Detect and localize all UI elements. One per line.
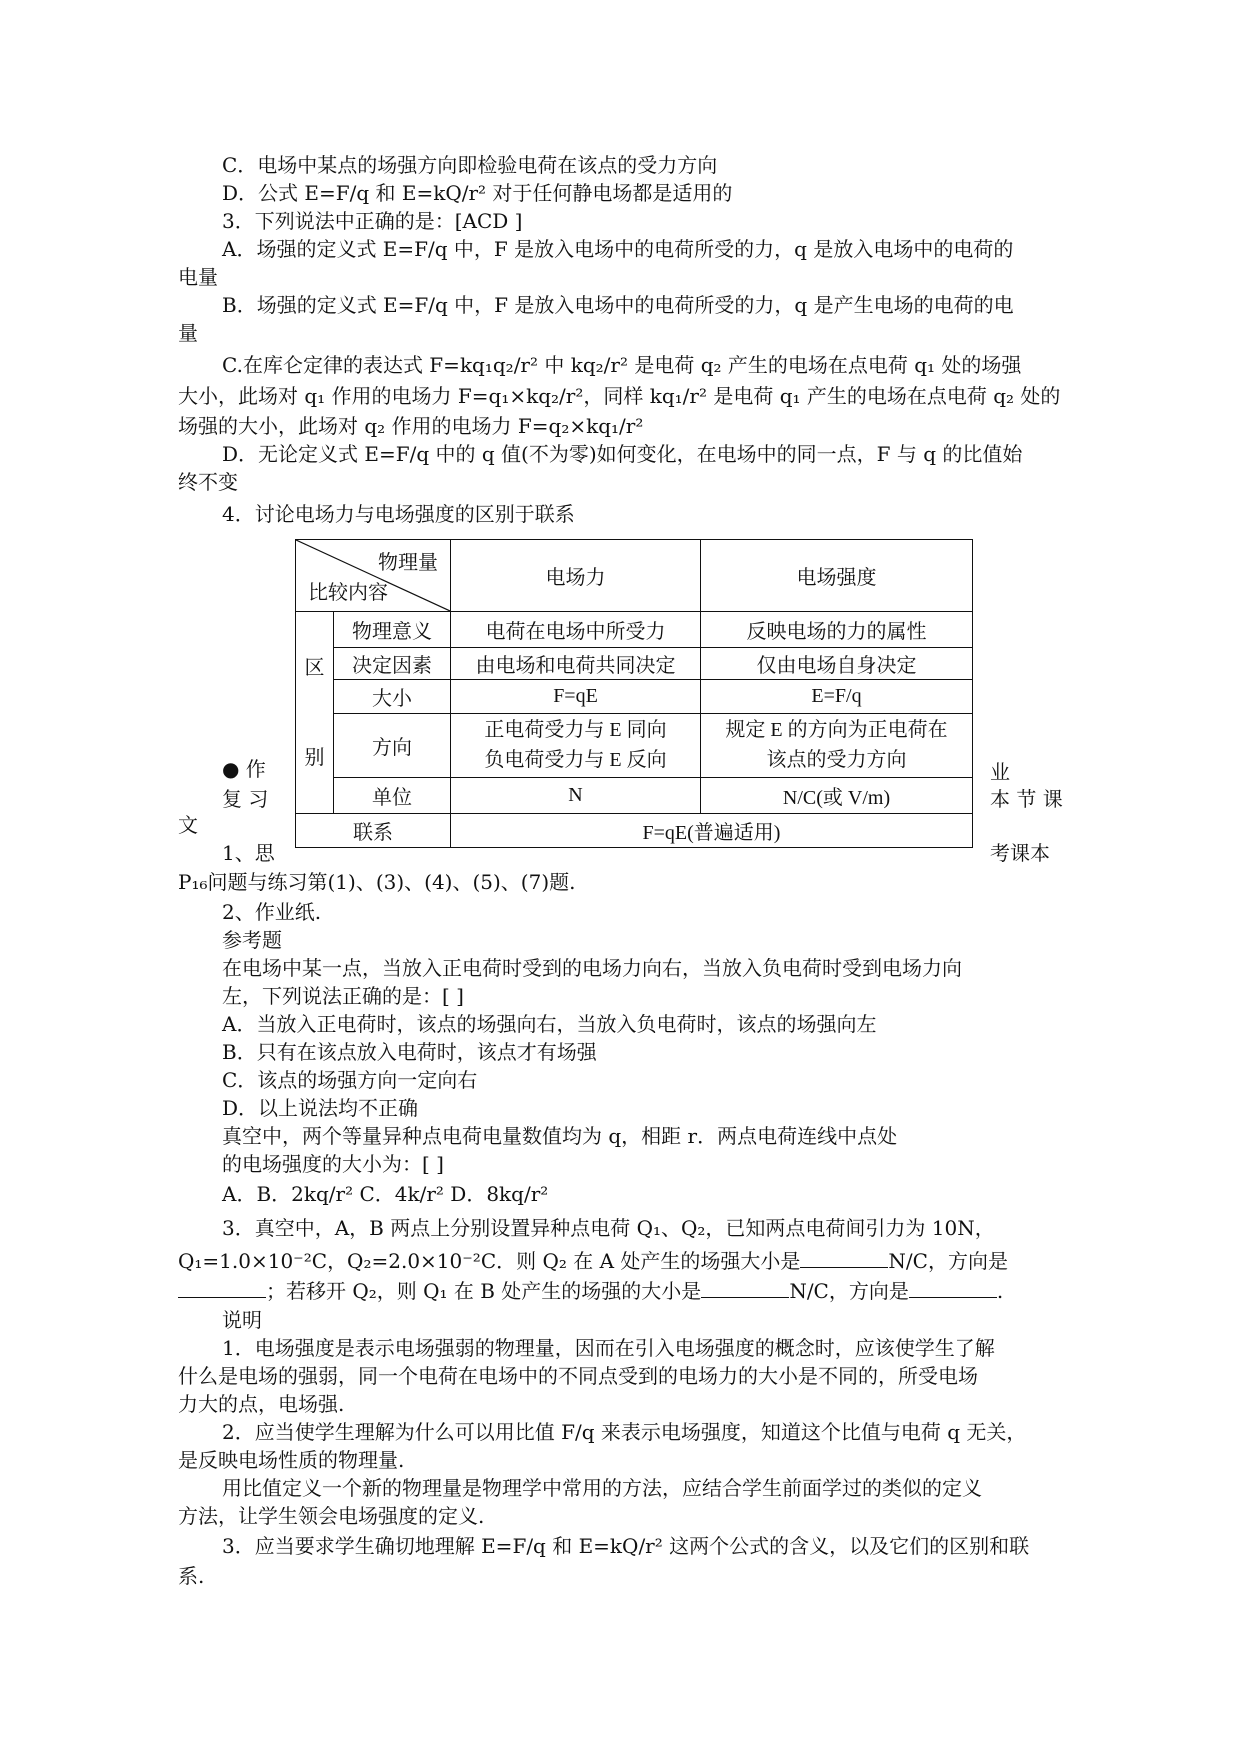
notes-1-line3: 力大的点，电场强. — [178, 1392, 345, 1416]
line-q3-option-c: C.在库仑定律的表达式 F=kq₁q₂/r² 中 kq₂/r² 是电荷 q₂ 产生的电场在点电荷 q₁ 处的场强 — [222, 353, 1022, 377]
row-label-direction: 方向 — [334, 713, 451, 778]
cell-field-direction — [701, 713, 973, 778]
cell-force-direction — [451, 713, 701, 778]
homework-line: P₁₆问题与练习第(1)、(3)、(4)、(5)、(7)题. — [178, 870, 576, 894]
line-q3-option-a: A．场强的定义式 E=F/q 中，F 是放入电场中的电荷所受的力，q 是放入电场中的电荷的 — [222, 237, 1014, 261]
field-direction-line1: 规定 E 的方向为正电荷在 — [725, 719, 948, 742]
cell-force-factors: 由电场和电荷共同决定 — [451, 647, 701, 679]
force-direction-line1: 正电荷受力与 E 同向 — [484, 719, 667, 742]
comparison-table — [295, 539, 973, 848]
line-q3-option-b: B．场强的定义式 E=F/q 中，F 是放入电场中的电荷所受的力，q 是产生电场的电荷的电 — [222, 293, 1014, 317]
line-q3-option-d: D．无论定义式 E=F/q 中的 q 值(不为零)如何变化，在电场中的同一点，F 与 q 的比值始 — [222, 442, 1023, 466]
line-option-c: C．电场中某点的场强方向即检验电荷在该点的受力方向 — [222, 153, 718, 177]
answer-blank-2[interactable] — [178, 1277, 266, 1298]
side-left-4: 1、思 — [222, 841, 275, 865]
cell-force-unit: N — [451, 778, 701, 814]
side-right-3: 考课本 — [990, 841, 1050, 865]
notes-1-line2: 什么是电场的强弱，同一个电荷在电场中的不同点受到的电场力的大小是不同的，所受电场 — [178, 1364, 978, 1388]
group-difference-cell — [296, 611, 334, 813]
ref-q3-line3-part2: N/C，方向是 — [789, 1279, 909, 1303]
notes-1-line1: 1．电场强度是表示电场强弱的物理量，因而在引入电场强度的概念时，应该使学生了解 — [222, 1336, 995, 1360]
side-left-3: 文 — [178, 813, 198, 837]
row-label-factors: 决定因素 — [334, 647, 451, 679]
cell-field-meaning: 反映电场的力的属性 — [701, 611, 973, 647]
line-question-3: 3．下列说法中正确的是：[ACD ] — [222, 209, 523, 233]
ref-q3-line2-part2: N/C，方向是 — [888, 1249, 1008, 1273]
homework-item-2: 2、作业纸. — [222, 900, 322, 924]
line-q3-option-c-cont1: 大小，此场对 q₁ 作用的电场力 F=q₁×kq₂/r²，同样 kq₁/r² 是电荷 q₁ 产生的电场在点电荷 q₂ 处的 — [178, 384, 1061, 408]
side-left-1: ● 作 — [222, 757, 266, 781]
cell-force-meaning: 电荷在电场中所受力 — [451, 611, 701, 647]
ref-q1-option-c: C．该点的场强方向一定向右 — [222, 1068, 478, 1092]
ref-q1-line1: 在电场中某一点，当放入正电荷时受到的电场力向右，当放入负电荷时受到电场力向 — [222, 956, 962, 980]
ref-q2-line2: 的电场强度的大小为：[ ] — [222, 1152, 444, 1176]
notes-4-line1: 3．应当要求学生确切地理解 E=F/q 和 E=kQ/r² 这两个公式的含义，以及它们的区别和联 — [222, 1534, 1030, 1558]
ref-q3-line2 — [178, 1247, 1008, 1275]
force-direction-line2: 负电荷受力与 E 反向 — [484, 749, 667, 772]
side-left-2: 复 习 — [222, 787, 269, 811]
ref-q1-line2: 左，下列说法正确的是：[ ] — [222, 984, 464, 1008]
cell-force-magnitude: F=qE — [451, 679, 701, 713]
group-char-2: 别 — [304, 746, 325, 769]
table-header-diagonal-cell — [296, 540, 451, 612]
ref-q1-option-b: B．只有在该点放入电荷时，该点才有场强 — [222, 1040, 597, 1064]
answer-blank-4[interactable] — [909, 1277, 997, 1298]
field-direction-line2: 该点的受力方向 — [766, 749, 907, 772]
group-char-1: 区 — [304, 656, 325, 679]
line-option-d: D．公式 E=F/q 和 E=kQ/r² 对于任何静电场都是适用的 — [222, 181, 733, 205]
answer-blank-3[interactable] — [701, 1277, 789, 1298]
cell-field-factors: 仅由电场自身决定 — [701, 647, 973, 679]
cell-field-magnitude: E=F/q — [701, 679, 973, 713]
ref-q2-options: A．B．2kq/r² C．4k/r² D．8kq/r² — [222, 1182, 549, 1206]
line-question-4: 4．讨论电场力与电场强度的区别于联系 — [222, 502, 575, 526]
reference-title: 参考题 — [222, 928, 282, 952]
line-q3-option-a-cont: 电量 — [178, 265, 218, 289]
ref-q1-option-a: A．当放入正电荷时，该点的场强向右，当放入负电荷时，该点的场强向左 — [222, 1012, 877, 1036]
notes-title: 说明 — [222, 1308, 262, 1332]
notes-2-line2: 是反映电场性质的物理量. — [178, 1448, 405, 1472]
row-label-meaning: 物理意义 — [334, 611, 451, 647]
ref-q3-line3 — [178, 1277, 1003, 1305]
line-q3-option-c-cont2: 场强的大小，此场对 q₂ 作用的电场力 F=q₂×kq₁/r² — [178, 414, 644, 438]
side-right-2: 本 节 课 — [990, 787, 1063, 811]
ref-q1-option-d: D．以上说法均不正确 — [222, 1096, 419, 1120]
ref-q3-line3-part1: ；若移开 Q₂，则 Q₁ 在 B 处产生的场强的大小是 — [266, 1279, 702, 1303]
line-q3-option-d-cont: 终不变 — [178, 470, 238, 494]
side-right-1: 业 — [990, 760, 1010, 784]
line-q3-option-b-cont: 量 — [178, 321, 198, 345]
notes-3-line1: 用比值定义一个新的物理量是物理学中常用的方法，应结合学生前面学过的类似的定义 — [222, 1476, 982, 1500]
row-label-unit: 单位 — [334, 778, 451, 814]
header-compare-label: 比较内容 — [308, 581, 388, 604]
cell-relation-value: F=qE(普遍适用) — [451, 814, 973, 848]
ref-q3-line2-part1: Q₁=1.0×10⁻²C，Q₂=2.0×10⁻²C．则 Q₂ 在 A 处产生的场强大小是 — [178, 1249, 801, 1273]
answer-blank-1[interactable] — [800, 1247, 888, 1268]
header-field-strength: 电场强度 — [701, 540, 973, 612]
notes-3-line2: 方法，让学生领会电场强度的定义. — [178, 1504, 485, 1528]
notes-2-line1: 2．应当使学生理解为什么可以用比值 F/q 来表示电场强度，知道这个比值与电荷 q 无关， — [222, 1420, 1027, 1444]
header-quantity-label: 物理量 — [378, 552, 438, 574]
ref-q3-line1: 3．真空中，A，B 两点上分别设置异种点电荷 Q₁、Q₂，已知两点电荷间引力为 10N， — [222, 1216, 995, 1240]
row-label-relation: 联系 — [296, 814, 451, 848]
notes-4-line2: 系. — [178, 1564, 205, 1588]
ref-q3-line3-part3: . — [996, 1279, 1004, 1303]
row-label-magnitude: 大小 — [334, 679, 451, 713]
ref-q2-line1: 真空中，两个等量异种点电荷电量数值均为 q，相距 r．两点电荷连线中点处 — [222, 1124, 898, 1148]
header-electric-force: 电场力 — [451, 540, 701, 612]
cell-field-unit: N/C(或 V/m) — [701, 778, 973, 814]
